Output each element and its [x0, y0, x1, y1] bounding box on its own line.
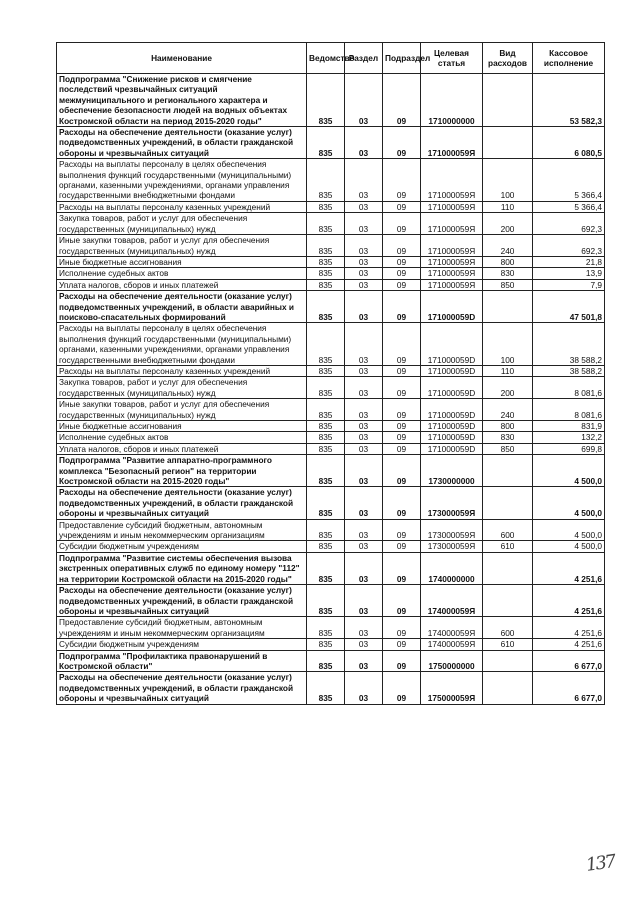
cell-subsection: 09: [383, 585, 421, 617]
cell-amount: 831,9: [533, 421, 605, 432]
cell-section: 03: [345, 323, 383, 366]
cell-kind: [483, 672, 533, 704]
cell-name: Расходы на обеспечение деятельности (оказание услуг) подведомственных учреждений, в области гражданской обороны и чрезвычайных ситуаций: [57, 585, 307, 617]
cell-amount: 38 588,2: [533, 365, 605, 376]
cell-dept: 835: [307, 552, 345, 584]
cell-kind: 830: [483, 432, 533, 443]
cell-subsection: 09: [383, 235, 421, 257]
cell-kind: 110: [483, 365, 533, 376]
cell-dept: 835: [307, 127, 345, 159]
cell-kind: [483, 585, 533, 617]
cell-dept: 835: [307, 672, 345, 704]
cell-target: 171000059D: [421, 291, 483, 323]
cell-section: 03: [345, 291, 383, 323]
cell-name: Исполнение судебных актов: [57, 432, 307, 443]
table-body: [57, 74, 605, 705]
table-row: [57, 279, 605, 290]
table-row: [57, 74, 605, 127]
cell-amount: 4 500,0: [533, 487, 605, 519]
cell-amount: 692,3: [533, 235, 605, 257]
cell-amount: 4 500,0: [533, 519, 605, 541]
cell-amount: 53 582,3: [533, 74, 605, 127]
cell-target: 1750000000: [421, 650, 483, 672]
cell-section: 03: [345, 268, 383, 279]
table-row: [57, 268, 605, 279]
cell-section: 03: [345, 617, 383, 639]
cell-name: Расходы на выплаты персоналу казенных учреждений: [57, 365, 307, 376]
cell-kind: 200: [483, 213, 533, 235]
cell-name: Субсидии бюджетным учреждениям: [57, 541, 307, 552]
cell-subsection: 09: [383, 617, 421, 639]
cell-subsection: 09: [383, 213, 421, 235]
cell-name: Расходы на выплаты персоналу казенных учреждений: [57, 201, 307, 212]
cell-subsection: 09: [383, 541, 421, 552]
cell-name: Закупка товаров, работ и услуг для обеспечения государственных (муниципальных) нужд: [57, 213, 307, 235]
cell-name: Иные бюджетные ассигнования: [57, 421, 307, 432]
table-row: [57, 213, 605, 235]
table-row: [57, 432, 605, 443]
cell-kind: 600: [483, 617, 533, 639]
table-row: [57, 552, 605, 584]
cell-subsection: 09: [383, 455, 421, 487]
cell-subsection: 09: [383, 443, 421, 454]
cell-name: Подпрограмма "Развитие системы обеспечения вызова экстренных оперативных служб по единому номеру "112" на территории Костромской области на 2015-2020 годы": [57, 552, 307, 584]
cell-subsection: 09: [383, 421, 421, 432]
table-row: [57, 201, 605, 212]
cell-dept: 835: [307, 443, 345, 454]
cell-target: 173000059Я: [421, 487, 483, 519]
cell-kind: [483, 455, 533, 487]
cell-name: Расходы на выплаты персоналу в целях обеспечения выполнения функций государственными (муниципальными) органами, казенными учреждениями, органами управления государственными внебюджетными фондами: [57, 323, 307, 366]
cell-section: 03: [345, 650, 383, 672]
cell-name: Расходы на обеспечение деятельности (оказание услуг) подведомственных учреждений, в области гражданской обороны и чрезвычайных ситуаций: [57, 672, 307, 704]
cell-section: 03: [345, 279, 383, 290]
table-row: [57, 365, 605, 376]
cell-kind: 600: [483, 519, 533, 541]
header-kind: Вид расходов: [483, 43, 533, 74]
cell-kind: 830: [483, 268, 533, 279]
cell-subsection: 09: [383, 74, 421, 127]
cell-section: 03: [345, 256, 383, 267]
header-amount: Кассовое исполнение: [533, 43, 605, 74]
cell-dept: 835: [307, 585, 345, 617]
cell-amount: 8 081,6: [533, 377, 605, 399]
cell-section: 03: [345, 552, 383, 584]
table-row: [57, 487, 605, 519]
cell-target: 171000059Я: [421, 201, 483, 212]
cell-subsection: 09: [383, 279, 421, 290]
cell-section: 03: [345, 585, 383, 617]
cell-target: 171000059Я: [421, 127, 483, 159]
cell-target: 171000059D: [421, 432, 483, 443]
cell-dept: 835: [307, 455, 345, 487]
cell-dept: 835: [307, 639, 345, 650]
cell-target: 1740000000: [421, 552, 483, 584]
table-row: [57, 585, 605, 617]
cell-amount: 6 677,0: [533, 650, 605, 672]
cell-target: 171000059D: [421, 399, 483, 421]
cell-target: 171000059D: [421, 377, 483, 399]
cell-target: 171000059Я: [421, 213, 483, 235]
cell-target: 174000059Я: [421, 585, 483, 617]
table-row: [57, 323, 605, 366]
table-row: [57, 377, 605, 399]
header-dept: Ведомство: [307, 43, 345, 74]
table-row: [57, 256, 605, 267]
cell-amount: 38 588,2: [533, 323, 605, 366]
cell-dept: 835: [307, 377, 345, 399]
cell-amount: 4 251,6: [533, 617, 605, 639]
table-row: [57, 291, 605, 323]
cell-amount: 4 251,6: [533, 585, 605, 617]
cell-section: 03: [345, 519, 383, 541]
cell-kind: 240: [483, 235, 533, 257]
cell-kind: 240: [483, 399, 533, 421]
cell-target: 171000059D: [421, 323, 483, 366]
cell-subsection: 09: [383, 127, 421, 159]
cell-subsection: 09: [383, 159, 421, 202]
cell-target: 171000059D: [421, 421, 483, 432]
cell-subsection: 09: [383, 552, 421, 584]
cell-dept: 835: [307, 159, 345, 202]
cell-subsection: 09: [383, 377, 421, 399]
budget-table: [56, 42, 605, 705]
cell-name: Расходы на обеспечение деятельности (оказание услуг) подведомственных учреждений, в области гражданской обороны и чрезвычайных ситуаций: [57, 127, 307, 159]
cell-target: 171000059Я: [421, 235, 483, 257]
header-name: Наименование: [57, 43, 307, 74]
header-subsection: Подраздел: [383, 43, 421, 74]
cell-target: 174000059Я: [421, 617, 483, 639]
cell-dept: 835: [307, 487, 345, 519]
cell-dept: 835: [307, 235, 345, 257]
cell-subsection: 09: [383, 432, 421, 443]
cell-kind: 800: [483, 256, 533, 267]
cell-name: Закупка товаров, работ и услуг для обеспечения государственных (муниципальных) нужд: [57, 377, 307, 399]
cell-dept: 835: [307, 617, 345, 639]
cell-subsection: 09: [383, 672, 421, 704]
cell-target: 175000059Я: [421, 672, 483, 704]
cell-name: Иные закупки товаров, работ и услуг для обеспечения государственных (муниципальных) нужд: [57, 399, 307, 421]
cell-target: 1730000000: [421, 455, 483, 487]
table-header-row: [57, 43, 605, 74]
cell-kind: [483, 650, 533, 672]
cell-dept: 835: [307, 399, 345, 421]
cell-dept: 835: [307, 421, 345, 432]
cell-subsection: 09: [383, 650, 421, 672]
header-target: Целевая статья: [421, 43, 483, 74]
budget-table-sheet: [56, 42, 604, 705]
cell-target: 171000059Я: [421, 159, 483, 202]
cell-section: 03: [345, 639, 383, 650]
cell-name: Предоставление субсидий бюджетным, автономным учреждениям и иным некоммерческим организациям: [57, 617, 307, 639]
cell-section: 03: [345, 672, 383, 704]
table-row: [57, 235, 605, 257]
cell-subsection: 09: [383, 268, 421, 279]
table-row: [57, 127, 605, 159]
cell-amount: 5 366,4: [533, 159, 605, 202]
cell-section: 03: [345, 74, 383, 127]
cell-section: 03: [345, 235, 383, 257]
cell-subsection: 09: [383, 519, 421, 541]
cell-amount: 4 500,0: [533, 455, 605, 487]
cell-section: 03: [345, 421, 383, 432]
cell-kind: [483, 74, 533, 127]
cell-amount: 4 251,6: [533, 552, 605, 584]
cell-amount: 6 677,0: [533, 672, 605, 704]
cell-dept: 835: [307, 268, 345, 279]
cell-name: Расходы на выплаты персоналу в целях обеспечения выполнения функций государственными (муниципальными) органами, казенными учреждениями, органами управления государственными внебюджетными фондами: [57, 159, 307, 202]
cell-kind: 100: [483, 159, 533, 202]
cell-amount: 7,9: [533, 279, 605, 290]
cell-section: 03: [345, 443, 383, 454]
cell-amount: 692,3: [533, 213, 605, 235]
cell-target: 171000059D: [421, 365, 483, 376]
cell-kind: 100: [483, 323, 533, 366]
cell-amount: 21,8: [533, 256, 605, 267]
cell-target: 1710000000: [421, 74, 483, 127]
cell-kind: [483, 291, 533, 323]
cell-amount: 5 366,4: [533, 201, 605, 212]
cell-section: 03: [345, 487, 383, 519]
cell-target: 173000059Я: [421, 519, 483, 541]
cell-name: Исполнение судебных актов: [57, 268, 307, 279]
cell-target: 173000059Я: [421, 541, 483, 552]
cell-section: 03: [345, 127, 383, 159]
table-row: [57, 443, 605, 454]
table-row: [57, 672, 605, 704]
table-row: [57, 455, 605, 487]
cell-subsection: 09: [383, 487, 421, 519]
cell-kind: [483, 487, 533, 519]
cell-dept: 835: [307, 432, 345, 443]
cell-section: 03: [345, 455, 383, 487]
cell-name: Иные бюджетные ассигнования: [57, 256, 307, 267]
table-row: [57, 639, 605, 650]
cell-target: 174000059Я: [421, 639, 483, 650]
cell-name: Расходы на обеспечение деятельности (оказание услуг) подведомственных учреждений, в области аварийных и поисково-спасательных формирований: [57, 291, 307, 323]
cell-dept: 835: [307, 541, 345, 552]
cell-subsection: 09: [383, 323, 421, 366]
cell-amount: 699,8: [533, 443, 605, 454]
cell-kind: [483, 552, 533, 584]
cell-target: 171000059Я: [421, 279, 483, 290]
cell-kind: 800: [483, 421, 533, 432]
table-row: [57, 541, 605, 552]
cell-amount: 47 501,8: [533, 291, 605, 323]
table-row: [57, 399, 605, 421]
table-row: [57, 519, 605, 541]
cell-subsection: 09: [383, 201, 421, 212]
cell-amount: 132,2: [533, 432, 605, 443]
cell-amount: 6 080,5: [533, 127, 605, 159]
cell-section: 03: [345, 432, 383, 443]
cell-kind: 200: [483, 377, 533, 399]
cell-kind: 850: [483, 279, 533, 290]
cell-dept: 835: [307, 323, 345, 366]
cell-dept: 835: [307, 256, 345, 267]
cell-subsection: 09: [383, 365, 421, 376]
cell-dept: 835: [307, 201, 345, 212]
cell-dept: 835: [307, 291, 345, 323]
cell-subsection: 09: [383, 639, 421, 650]
cell-name: Уплата налогов, сборов и иных платежей: [57, 279, 307, 290]
cell-name: Подпрограмма "Развитие аппаратно-программного комплекса "Безопасный регион" на территории Костромской области на 2015-2020 годы": [57, 455, 307, 487]
cell-dept: 835: [307, 74, 345, 127]
cell-dept: 835: [307, 519, 345, 541]
cell-target: 171000059Я: [421, 268, 483, 279]
cell-section: 03: [345, 399, 383, 421]
cell-amount: 13,9: [533, 268, 605, 279]
cell-name: Подпрограмма "Профилактика правонарушений в Костромской области": [57, 650, 307, 672]
cell-dept: 835: [307, 279, 345, 290]
cell-subsection: 09: [383, 256, 421, 267]
cell-dept: 835: [307, 365, 345, 376]
cell-name: Предоставление субсидий бюджетным, автономным учреждениям и иным некоммерческим организациям: [57, 519, 307, 541]
cell-name: Подпрограмма "Снижение рисков и смягчение последствий чрезвычайных ситуаций межмуниципального и регионального характера и обеспечение безопасности людей на водных объектах Костромской области на период 2015-2020 годы": [57, 74, 307, 127]
cell-name: Расходы на обеспечение деятельности (оказание услуг) подведомственных учреждений, в области гражданской обороны и чрезвычайных ситуаций: [57, 487, 307, 519]
cell-subsection: 09: [383, 399, 421, 421]
cell-name: Уплата налогов, сборов и иных платежей: [57, 443, 307, 454]
page-number: 137: [584, 851, 616, 876]
header-section: Раздел: [345, 43, 383, 74]
cell-kind: 610: [483, 639, 533, 650]
table-row: [57, 617, 605, 639]
cell-section: 03: [345, 159, 383, 202]
cell-name: Иные закупки товаров, работ и услуг для обеспечения государственных (муниципальных) нужд: [57, 235, 307, 257]
cell-dept: 835: [307, 650, 345, 672]
cell-section: 03: [345, 213, 383, 235]
cell-kind: 850: [483, 443, 533, 454]
table-row: [57, 421, 605, 432]
cell-target: 171000059Я: [421, 256, 483, 267]
cell-target: 171000059D: [421, 443, 483, 454]
cell-section: 03: [345, 365, 383, 376]
cell-name: Субсидии бюджетным учреждениям: [57, 639, 307, 650]
table-row: [57, 650, 605, 672]
cell-amount: 8 081,6: [533, 399, 605, 421]
cell-kind: [483, 127, 533, 159]
cell-dept: 835: [307, 213, 345, 235]
cell-kind: 610: [483, 541, 533, 552]
cell-section: 03: [345, 541, 383, 552]
cell-subsection: 09: [383, 291, 421, 323]
cell-amount: 4 500,0: [533, 541, 605, 552]
cell-section: 03: [345, 201, 383, 212]
cell-kind: 110: [483, 201, 533, 212]
table-row: [57, 159, 605, 202]
cell-amount: 4 251,6: [533, 639, 605, 650]
cell-section: 03: [345, 377, 383, 399]
